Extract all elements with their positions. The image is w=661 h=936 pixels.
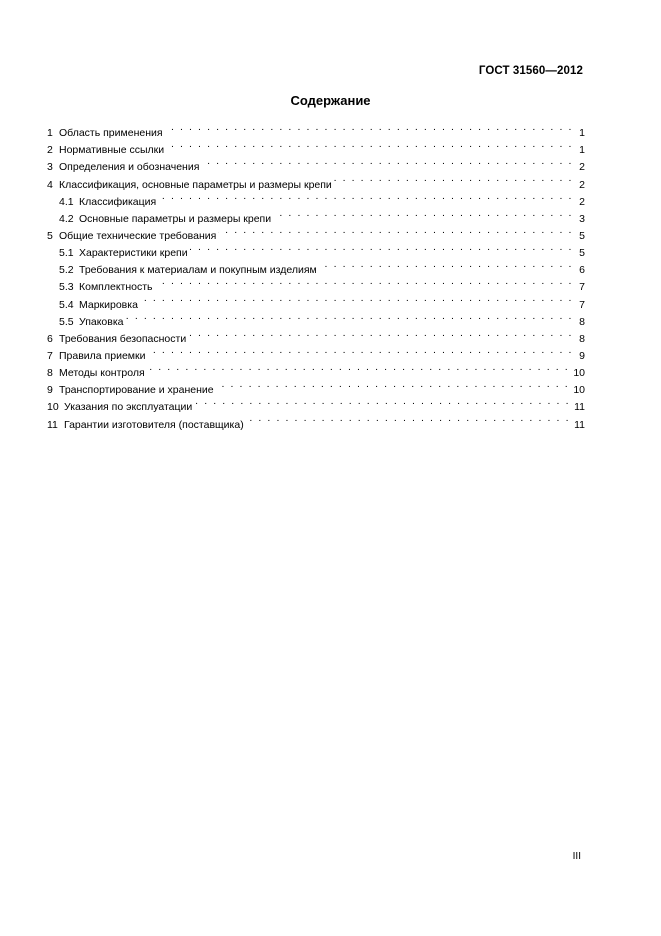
toc-entry-number: 1 (47, 127, 53, 140)
dot-leader (190, 239, 573, 256)
document-code: ГОСТ 31560—2012 (478, 65, 583, 77)
toc-entry-title: Гарантии изготовителя (поставщика) (64, 418, 244, 431)
toc-entry-number: 11 (47, 418, 58, 431)
dot-leader (194, 393, 570, 410)
toc-entry-number: 5.3 (59, 281, 74, 294)
dot-leader (218, 222, 573, 239)
toc-entry-title: Область применения (59, 127, 163, 140)
toc-entry-title: Классификация, основные параметры и размеры крепи (59, 178, 332, 191)
toc-entry-6[interactable] (47, 325, 585, 345)
toc-entry-page: 2 (579, 178, 585, 191)
toc-entry-page: 11 (574, 418, 585, 431)
dot-leader (140, 290, 573, 307)
dot-leader (147, 359, 570, 376)
toc-entry-page: 5 (579, 247, 585, 260)
toc-entry-number: 6 (47, 332, 53, 345)
toc-entry-page: 2 (579, 161, 585, 174)
toc-entry-page: 8 (579, 315, 585, 328)
dot-leader (155, 273, 573, 290)
toc-entry-title: Общие технические требования (59, 229, 217, 242)
dot-leader (216, 376, 570, 393)
toc-entry-title: Правила приемки (59, 349, 146, 362)
dot-leader (126, 308, 573, 325)
toc-entry-number: 9 (47, 384, 53, 397)
toc-entry-number: 5 (47, 229, 53, 242)
toc-entry-page: 1 (579, 127, 585, 140)
toc-entry-number: 10 (47, 401, 59, 414)
toc-entry-title: Транспортирование и хранение (59, 384, 214, 397)
toc-entry-title: Указания по эксплуатации (64, 401, 193, 414)
dot-leader (165, 119, 573, 136)
dot-leader (273, 205, 573, 222)
dot-leader (166, 136, 573, 153)
toc-entry-title: Классификация (79, 195, 157, 208)
toc-entry-page: 1 (579, 144, 585, 157)
toc-entry-number: 8 (47, 367, 53, 380)
dot-leader (319, 256, 573, 273)
toc-entry-page: 5 (579, 229, 585, 242)
toc-entry-5-5[interactable] (47, 308, 585, 328)
toc-entry-number: 5.2 (59, 264, 74, 277)
toc-entry-number: 5.1 (59, 247, 74, 260)
toc-entry-title: Определения и обозначения (59, 161, 200, 174)
toc-entry-number: 5.5 (59, 315, 74, 328)
dot-leader (201, 153, 573, 170)
toc-entry-page: 7 (579, 281, 585, 294)
page-number: III (572, 851, 581, 862)
toc-entry-number: 7 (47, 349, 53, 362)
toc-entry-title: Требования безопасности (59, 332, 187, 345)
dot-leader (158, 188, 573, 205)
toc-entry-title: Упаковка (79, 315, 124, 328)
toc-entry-page: 9 (579, 349, 585, 362)
toc-entry-title: Методы контроля (59, 367, 145, 380)
toc-entry-number: 4 (47, 178, 53, 191)
dot-leader (188, 325, 573, 342)
toc-entry-1[interactable] (47, 119, 585, 140)
toc-entry-title: Нормативные ссылки (59, 144, 165, 157)
toc-entry-title: Характеристики крепи (79, 247, 188, 260)
table-of-contents (47, 119, 585, 431)
dot-leader (334, 170, 573, 187)
toc-entry-page: 7 (579, 298, 585, 311)
toc-entry-page: 11 (574, 401, 585, 414)
toc-entry-number: 4.1 (59, 195, 74, 208)
toc-entry-title: Требования к материалам и покупным изделиям (79, 264, 317, 277)
toc-title: Содержание (290, 93, 371, 108)
toc-entry-number: 4.2 (59, 212, 74, 225)
toc-entry-number: 2 (47, 144, 53, 157)
toc-entry-page: 6 (579, 264, 585, 277)
toc-entry-page: 8 (579, 332, 585, 345)
toc-entry-title: Комплектность (79, 281, 153, 294)
toc-entry-page: 2 (579, 195, 585, 208)
dot-leader (147, 342, 573, 359)
toc-entry-title: Маркировка (79, 298, 138, 311)
toc-entry-number: 3 (47, 161, 53, 174)
dot-leader (246, 410, 570, 427)
toc-entry-page: 10 (573, 384, 585, 397)
toc-entry-title: Основные параметры и размеры крепи (79, 212, 272, 225)
toc-entry-page: 3 (579, 212, 585, 225)
toc-entry-number: 5.4 (59, 298, 74, 311)
toc-entry-page: 10 (573, 367, 585, 380)
